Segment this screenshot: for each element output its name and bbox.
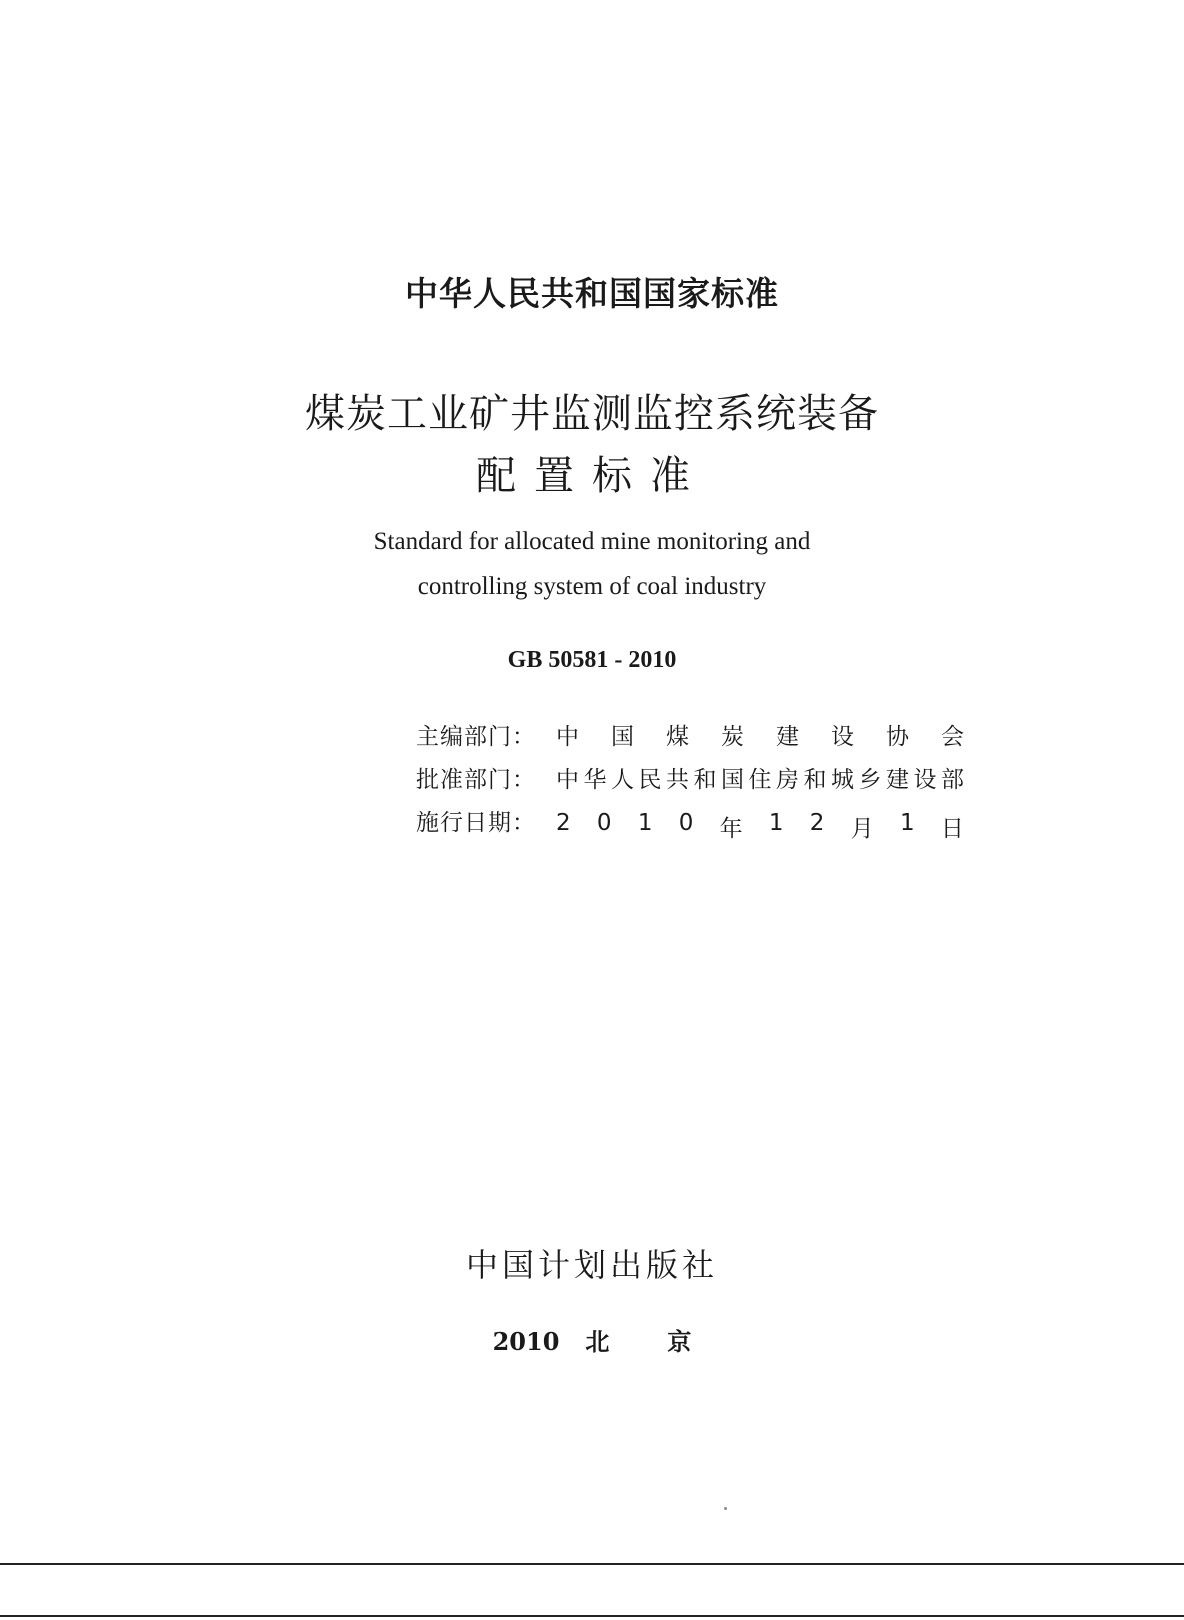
publisher-name: 中国计划出版社 [465, 1246, 718, 1284]
approver_value-char: 部 [941, 767, 964, 793]
approver_value-char: 城 [831, 767, 854, 793]
approver_value-char: 共 [666, 767, 689, 793]
editor_value-char: 建 [776, 724, 799, 750]
editor_value-char: 煤 [666, 724, 689, 750]
date_value-char: 0 [678, 810, 694, 836]
editor_value-char: 中 [556, 724, 579, 750]
imprint-city-1: 北 [585, 1327, 610, 1356]
page-divider-bottom [0, 1615, 1184, 1617]
national-standard-heading: 中华人民共和国国家标准 [405, 274, 779, 313]
date_value-char: 1 [637, 810, 653, 836]
date_value-char: 日 [940, 816, 964, 842]
date_value-char: 月 [850, 816, 874, 842]
approver_value-char: 和 [803, 767, 827, 793]
editor-label: 主编部门： [416, 724, 536, 750]
page-divider-top [0, 1563, 1184, 1565]
imprint-year: 2010 [492, 1327, 560, 1356]
approver_value-char: 人 [611, 767, 634, 793]
title-en-line1: Standard for allocated mine monitoring and [373, 528, 811, 555]
title-zh-line2: 配置标准 [476, 453, 708, 499]
approver_value-char: 中 [556, 767, 579, 793]
approver-label: 批准部门： [416, 767, 536, 793]
editor_value-char: 设 [831, 724, 854, 750]
date_value-char: 2 [556, 810, 571, 836]
imprint-line [0, 1322, 1184, 1357]
editor_value-char: 协 [886, 724, 909, 750]
editor_value-char: 会 [941, 724, 964, 750]
standard-code: GB 50581 - 2010 [507, 647, 677, 673]
approver-value [556, 761, 964, 794]
date_value-char: 1 [899, 810, 915, 836]
date_value-char: 0 [596, 810, 612, 836]
editor_value-char: 炭 [721, 724, 744, 750]
date_value-char: 1 [768, 810, 784, 836]
date_value-char: 2 [809, 810, 825, 836]
approver_value-char: 和 [693, 767, 717, 793]
approver_value-char: 设 [913, 767, 937, 793]
editor_value-char: 国 [611, 724, 634, 750]
meta-info [416, 718, 964, 847]
approver_value-char: 华 [583, 767, 607, 793]
date-row [416, 804, 964, 847]
imprint-city-2: 京 [667, 1327, 692, 1356]
approver_value-char: 乡 [858, 767, 882, 793]
editor-value [556, 718, 964, 751]
approver-row [416, 761, 964, 804]
scan-speck [724, 1507, 727, 1510]
title-en-line2: controlling system of coal industry [417, 573, 767, 600]
editor-row [416, 718, 964, 761]
approver_value-char: 房 [776, 767, 799, 793]
approver_value-char: 民 [638, 767, 662, 793]
date-value [556, 810, 964, 843]
approver_value-char: 国 [721, 767, 744, 793]
title-zh-line1: 煤炭工业矿井监测监控系统装备 [305, 391, 879, 437]
approver_value-char: 住 [748, 767, 772, 793]
approver_value-char: 建 [886, 767, 909, 793]
date_value-char: 年 [719, 816, 743, 842]
date-label: 施行日期： [416, 810, 536, 836]
